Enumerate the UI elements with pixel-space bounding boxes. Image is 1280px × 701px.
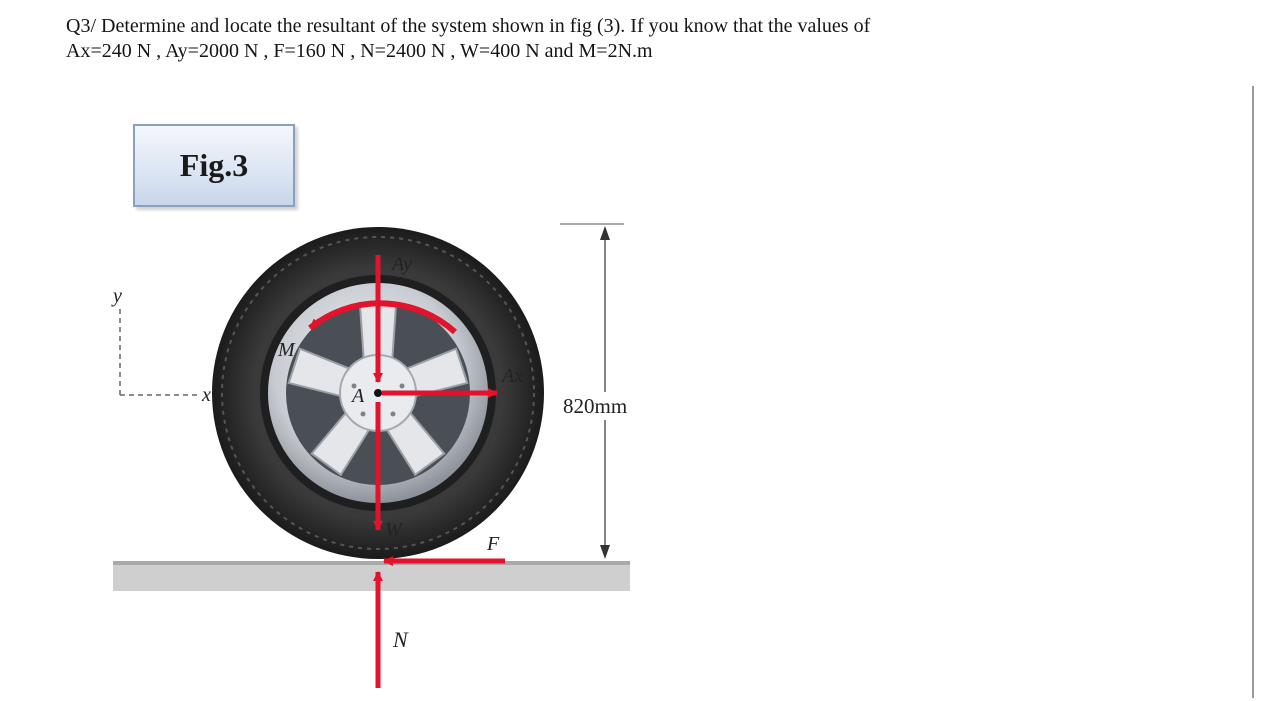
x-axis-label: x	[202, 384, 211, 406]
point-a	[374, 389, 382, 397]
f-label: F	[487, 533, 500, 555]
moment-label: M	[278, 339, 295, 361]
question-line-2: Ax=240 N , Ay=2000 N , F=160 N , N=2400 N , W=400 N and M=2N.m	[66, 40, 653, 62]
dimension-arrow-top	[600, 226, 610, 240]
dimension-label: 820mm	[563, 394, 628, 418]
figure-caption: Fig.3	[179, 147, 249, 183]
ay-label: Ay	[392, 253, 412, 275]
y-axis-label: y	[113, 285, 122, 307]
question-line-1: Q3/ Determine and locate the resultant of the system shown in fig (3). If you know that the values of	[66, 15, 871, 37]
ax-label: Ax	[502, 365, 524, 387]
a-label: A	[352, 385, 365, 407]
ground-line	[113, 561, 630, 565]
dimension-arrow-bottom	[600, 545, 610, 559]
n-label: N	[393, 627, 408, 652]
w-label: W	[385, 519, 402, 541]
ground-surface	[113, 561, 630, 591]
